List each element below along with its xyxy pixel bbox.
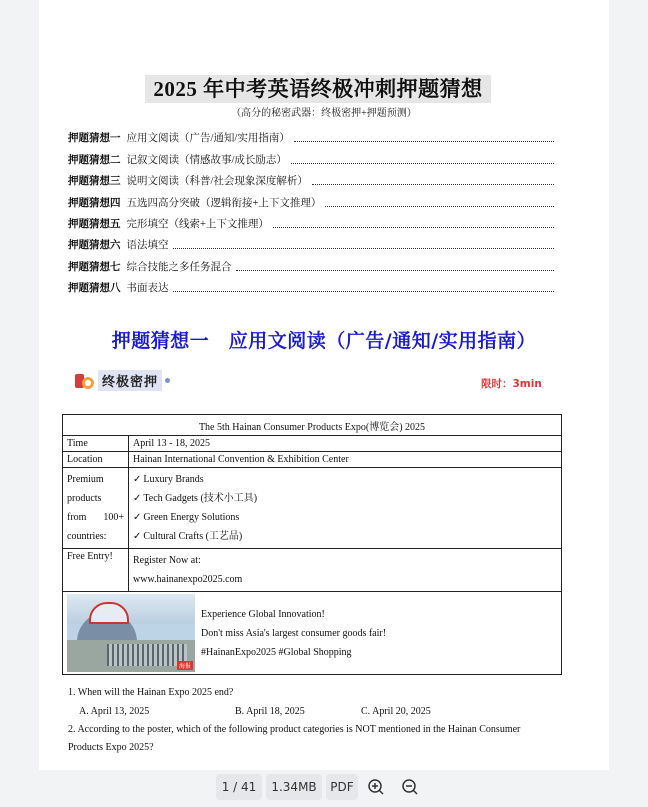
- poster-header: The 5th Hainan Consumer Products Expo(博览会) 2025: [63, 415, 562, 436]
- photo-tag: 海报: [178, 663, 191, 670]
- q1-option-a[interactable]: A. April 13, 2025: [79, 706, 150, 717]
- question-1: 1. When will the Hainan Expo 2025 end?: [68, 687, 234, 698]
- question-2-line1: 2. According to the poster, which of the following product categories is NOT mentioned in the Hainan Consumer: [68, 724, 521, 735]
- badge-dot-icon: [165, 378, 170, 383]
- check-icon: ✓: [133, 474, 142, 485]
- expo-photo: [67, 594, 195, 672]
- toc-item[interactable]: 押题猜想五 完形填空（线索+上下文推理）: [68, 210, 554, 231]
- toc-item[interactable]: 押题猜想三 说明文阅读（科普/社会现象深度解析）: [68, 167, 554, 188]
- poster-slogans: Experience Global Innovation! Don't miss Asia's largest consumer goods fair! #HainanExpo2025 #Global Shopping: [201, 608, 387, 658]
- toc-item[interactable]: 押题猜想四 五选四高分突破（逻辑衔接+上下文推理）: [68, 188, 554, 209]
- toc-item[interactable]: 押题猜想六 语法填空: [68, 231, 554, 252]
- question-2-line2: Products Expo 2025?: [68, 742, 154, 753]
- doc-title: 2025 年中考英语终极冲刺押题猜想: [145, 75, 491, 103]
- check-icon: ✓: [133, 512, 142, 523]
- page-indicator[interactable]: 1 / 41: [216, 774, 262, 800]
- time-label: Time: [63, 436, 129, 452]
- exam-badge: [75, 370, 170, 391]
- file-size: 1.34MB: [266, 774, 322, 800]
- register-info: Register Now at: www.hainanexpo2025.com: [129, 549, 562, 592]
- expo-poster-table: [62, 414, 562, 675]
- products-list: [129, 468, 562, 549]
- location-label: Location: [63, 452, 129, 468]
- zoom-out-icon[interactable]: [397, 774, 423, 800]
- viewer-toolbar: [0, 770, 648, 807]
- entry-label: Free Entry!: [63, 549, 129, 592]
- file-type: PDF: [326, 774, 358, 800]
- badge-logo-icon: [75, 371, 95, 391]
- register-link[interactable]: www.hainanexpo2025.com: [133, 574, 243, 585]
- poster-image-row: [63, 592, 562, 675]
- check-icon: ✓: [133, 531, 142, 542]
- product-item: ✓ Green Energy Solutions: [133, 512, 240, 523]
- check-icon: ✓: [133, 493, 142, 504]
- zoom-in-icon[interactable]: [363, 774, 389, 800]
- badge-text: 终极密押: [98, 370, 162, 391]
- q1-option-b[interactable]: B. April 18, 2025: [235, 706, 305, 717]
- location-value: Hainan International Convention & Exhibition Center: [129, 452, 562, 468]
- doc-subtitle: （高分的秘密武器：终极密押+押题预测）: [231, 108, 417, 119]
- document-page: [39, 0, 609, 770]
- q1-option-c[interactable]: C. April 20, 2025: [361, 706, 431, 717]
- product-item: ✓ Luxury Brands: [133, 474, 204, 485]
- toc-item[interactable]: 押题猜想八 书面表达: [68, 274, 554, 295]
- toc-item[interactable]: 押题猜想一 应用文阅读（广告/通知/实用指南）: [68, 124, 554, 145]
- toc-item[interactable]: 押题猜想二 记叙文阅读（情感故事/成长励志）: [68, 145, 554, 166]
- table-of-contents: [68, 124, 554, 295]
- time-value: April 13 - 18, 2025: [129, 436, 562, 452]
- product-item: ✓ Tech Gadgets (技术小工具): [133, 493, 258, 504]
- section-title: 押题猜想一 应用文阅读（广告/通知/实用指南）: [111, 330, 537, 352]
- product-item: ✓ Cultural Crafts (工艺品): [133, 531, 243, 542]
- time-limit: 限时：3min: [481, 378, 542, 390]
- products-label: Premium products from 100+ countries:: [63, 468, 129, 549]
- toc-item[interactable]: 押题猜想七 综合技能之多任务混合: [68, 252, 554, 273]
